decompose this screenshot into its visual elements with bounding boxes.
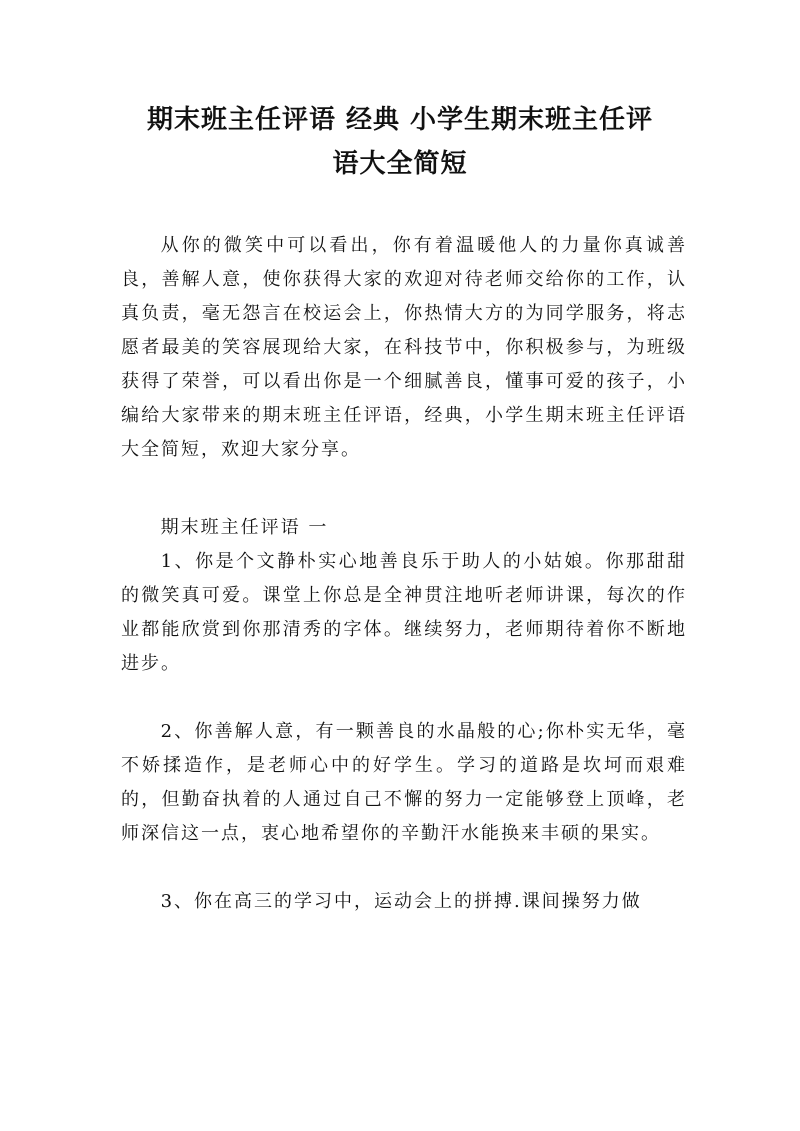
section-heading: 期末班主任评语 一 bbox=[160, 517, 329, 538]
document-body bbox=[121, 229, 687, 919]
comment-item-2: 2、你善解人意，有一颗善良的水晶般的心;你朴实无华，毫不娇揉造作，是老师心中的好学生。学习的道路是坎坷而艰难的，但勤奋执着的人通过自己不懈的努力一定能够登上顶峰，老师深信这一点，衷心地希望你的辛勤汗水能换来丰硕的果实。 bbox=[121, 721, 687, 844]
comment-item-3: 3、你在高三的学习中，运动会上的拼搏.课间操努力做 bbox=[160, 891, 642, 912]
document-title bbox=[90, 98, 710, 186]
intro-paragraph: 从你的微笑中可以看出，你有着温暖他人的力量你真诚善良，善解人意，使你获得大家的欢迎对待老师交给你的工作，认真负责，毫无怨言在校运会上，你热情大方的为同学服务，将志愿者最美的笑容展现给大家，在科技节中，你积极参与，为班级获得了荣誉，可以看出你是一个细腻善良，懂事可爱的孩子，小编给大家带来的期末班主任评语，经典，小学生期末班主任评语大全简短，欢迎大家分享。 bbox=[121, 235, 687, 460]
comment-item-1: 1、你是个文静朴实心地善良乐于助人的小姑娘。你那甜甜的微笑真可爱。课堂上你总是全神贯注地听老师讲课，每次的作业都能欣赏到你那清秀的字体。继续努力，老师期待着你不断地进步。 bbox=[121, 551, 687, 674]
title-line-1: 期末班主任评语 经典 小学生期末班主任评 bbox=[146, 105, 654, 135]
title-line-2: 语大全简短 bbox=[332, 149, 468, 179]
